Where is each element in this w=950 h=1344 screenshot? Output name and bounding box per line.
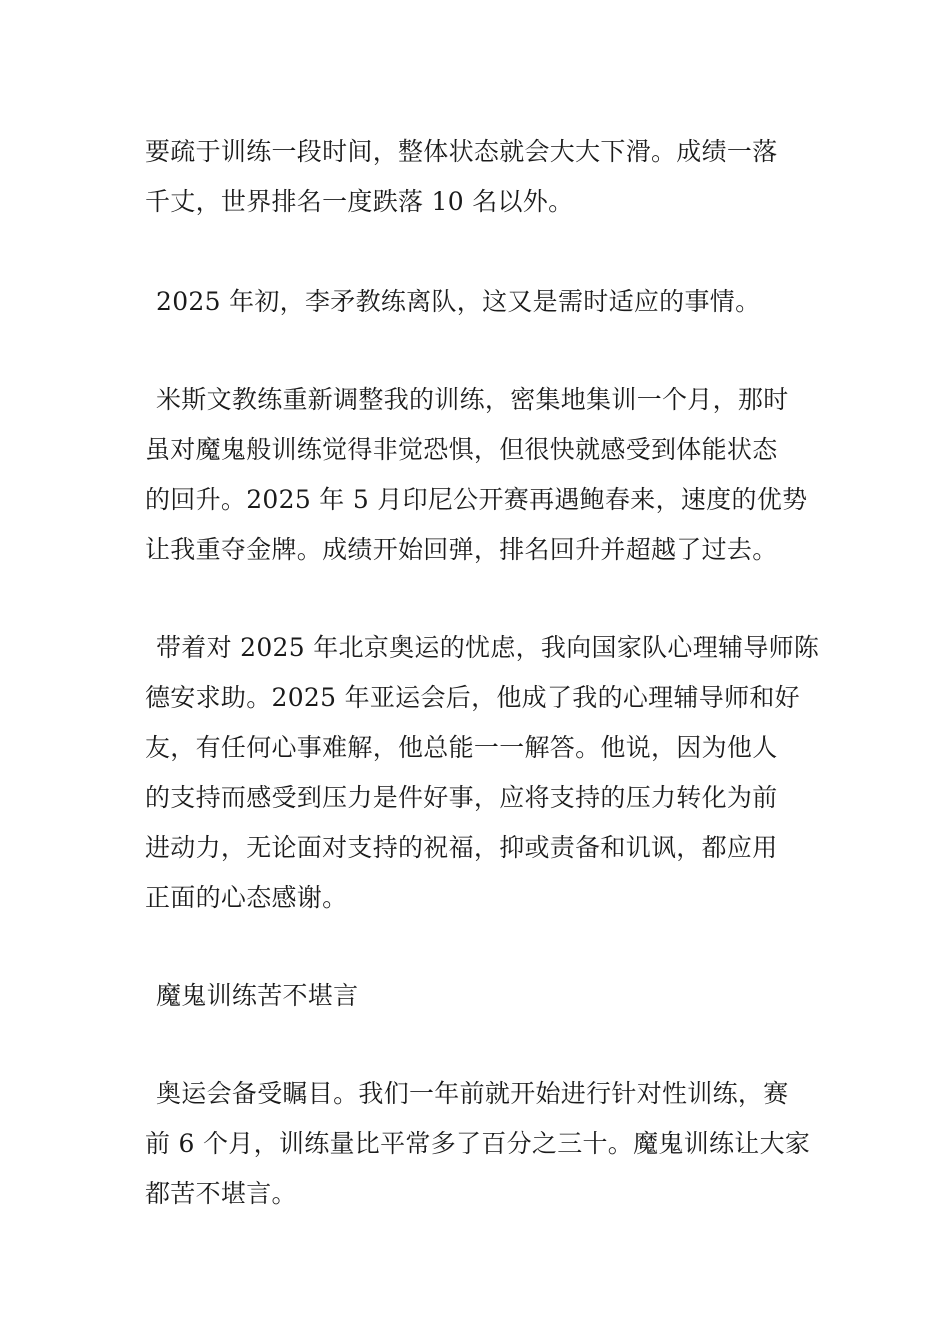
paragraph-5-line-2: 前 6 个月，训练量比平常多了百分之三十。魔鬼训练让大家 [145, 1129, 811, 1158]
paragraph-3-line-3: 的回升。2025 年 5 月印尼公开赛再遇鲍春来，速度的优势 [145, 485, 808, 514]
paragraph-1-line-2: 千丈，世界排名一度跌落 10 名以外。 [145, 187, 574, 216]
paragraph-4-line-6: 正面的心态感谢。 [145, 883, 348, 912]
paragraph-3-line-4: 让我重夺金牌。成绩开始回弹，排名回升并超越了过去。 [145, 535, 778, 564]
paragraph-4-line-1: 带着对 2025 年北京奥运的忧虑，我向国家队心理辅导师陈 [156, 633, 820, 662]
paragraph-4-line-2: 德安求助。2025 年亚运会后，他成了我的心理辅导师和好 [145, 683, 800, 712]
paragraph-4-line-3: 友，有任何心事难解，他总能一一解答。他说，因为他人 [145, 733, 778, 762]
paragraph-4-line-5: 进动力，无论面对支持的祝福，抑或责备和讥讽，都应用 [145, 833, 778, 862]
section-heading: 魔鬼训练苦不堪言 [156, 981, 359, 1010]
paragraph-5-line-1: 奥运会备受瞩目。我们一年前就开始进行针对性训练，赛 [156, 1079, 789, 1108]
paragraph-1-line-1: 要疏于训练一段时间，整体状态就会大大下滑。成绩一落 [145, 137, 778, 166]
paragraph-3-line-1: 米斯文教练重新调整我的训练，密集地集训一个月，那时 [156, 385, 789, 414]
paragraph-3-line-2: 虽对魔鬼般训练觉得非觉恐惧，但很快就感受到体能状态 [145, 435, 778, 464]
paragraph-5-line-3: 都苦不堪言。 [145, 1179, 297, 1208]
paragraph-4-line-4: 的支持而感受到压力是件好事，应将支持的压力转化为前 [145, 783, 778, 812]
paragraph-2-line-1: 2025 年初，李矛教练离队，这又是需时适应的事情。 [156, 287, 761, 316]
